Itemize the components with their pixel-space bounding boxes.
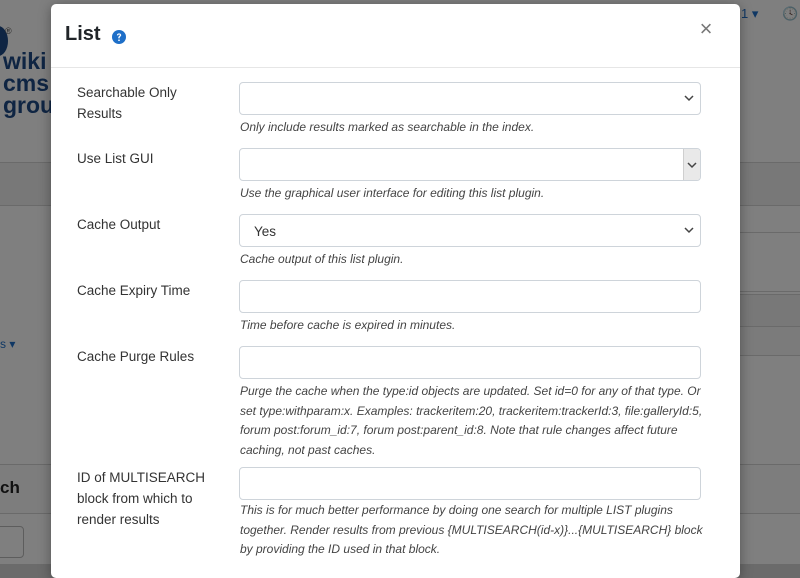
field-help: Purge the cache when the type:id objects are updated. Set id=0 for any of that type. Or set type:withparam:x. Examples: trackeritem:20, trackeritem:trackerId:3, file:galleryId:5, forum post:forum_id:7, forum post:parent_id:8. Note that rule changes affect future caching, not past caches.: [240, 384, 703, 457]
chevron-down-icon: [684, 226, 694, 234]
chevron-down-icon: [687, 161, 697, 169]
field-label: ID of MULTISEARCH block from which to render results: [77, 470, 206, 527]
cache-output-select[interactable]: [239, 214, 701, 247]
select-value: Yes: [254, 224, 277, 239]
modal-title: List: [65, 23, 101, 45]
field-help: Only include results marked as searchable in the index.: [240, 120, 535, 134]
cache-expiry-time-input[interactable]: [239, 280, 701, 313]
list-plugin-modal: [51, 4, 740, 578]
field-help: Use the graphical user interface for editing this list plugin.: [240, 186, 545, 200]
field-label: Cache Output: [77, 217, 161, 232]
cache-purge-rules-input[interactable]: [239, 346, 701, 379]
field-label: Cache Expiry Time: [77, 283, 191, 298]
field-label: Searchable Only Results: [77, 85, 177, 121]
question-circle-icon[interactable]: [112, 30, 126, 44]
field-label: Use List GUI: [77, 151, 154, 166]
field-help: Time before cache is expired in minutes.: [240, 318, 456, 332]
modal-header: [51, 4, 740, 68]
select-arrow-button[interactable]: [683, 149, 700, 180]
field-help: Cache output of this list plugin.: [240, 252, 404, 266]
field-help: This is for much better performance by doing one search for multiple LIST plugins together. Render results from previous {MULTISEARCH(id-x)}...{MULTISEARCH} block by providing the ID used in that block.: [240, 503, 703, 556]
close-button[interactable]: ×: [699, 16, 713, 41]
use-list-gui-select[interactable]: [239, 148, 701, 181]
multisearch-id-input[interactable]: [239, 467, 701, 500]
searchable-only-results-select[interactable]: [239, 82, 701, 115]
chevron-down-icon: [684, 94, 694, 102]
field-label: Cache Purge Rules: [77, 349, 195, 364]
